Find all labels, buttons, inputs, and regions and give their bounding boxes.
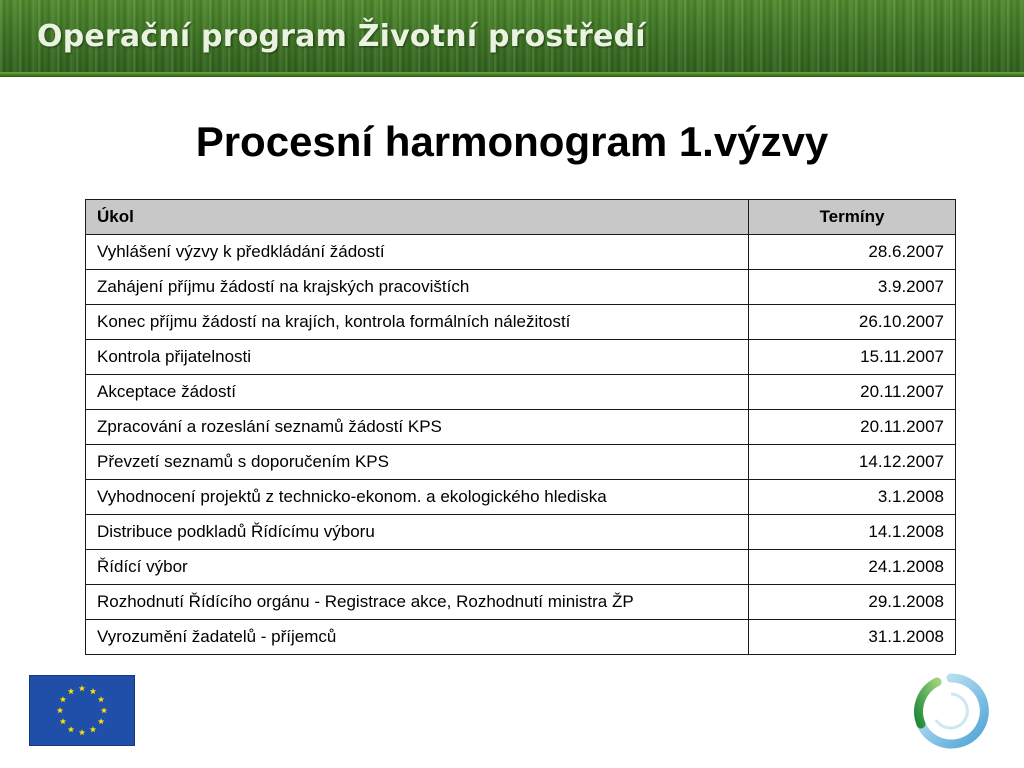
date-cell: 26.10.2007 xyxy=(749,305,956,340)
date-cell: 3.9.2007 xyxy=(749,270,956,305)
eu-star-icon xyxy=(98,718,104,724)
program-name: Operační program Životní prostředí xyxy=(37,19,646,54)
table-row xyxy=(86,550,956,585)
date-cell: 3.1.2008 xyxy=(749,480,956,515)
date-cell: 20.11.2007 xyxy=(749,375,956,410)
column-header-dates: Termíny xyxy=(749,200,956,235)
eu-stars-graphic xyxy=(30,676,134,745)
task-cell: Distribuce podkladů Řídícímu výboru xyxy=(86,515,749,550)
task-cell: Zpracování a rozeslání seznamů žádostí KPS xyxy=(86,410,749,445)
eu-star-icon xyxy=(98,696,104,702)
task-cell: Vyhodnocení projektů z technicko-ekonom. a ekologického hlediska xyxy=(86,480,749,515)
eu-star-icon xyxy=(68,726,74,732)
date-cell: 20.11.2007 xyxy=(749,410,956,445)
table-row xyxy=(86,375,956,410)
date-cell: 29.1.2008 xyxy=(749,585,956,620)
date-cell: 28.6.2007 xyxy=(749,235,956,270)
table-row xyxy=(86,340,956,375)
eu-star-icon xyxy=(68,688,74,694)
date-cell: 15.11.2007 xyxy=(749,340,956,375)
ring-logo-icon xyxy=(912,672,990,750)
task-cell: Řídící výbor xyxy=(86,550,749,585)
date-cell: 14.1.2008 xyxy=(749,515,956,550)
schedule-table xyxy=(85,199,956,655)
table-row xyxy=(86,585,956,620)
table-row xyxy=(86,620,956,655)
page-title: Procesní harmonogram 1.výzvy xyxy=(195,118,829,165)
eu-star-icon xyxy=(90,688,96,694)
date-cell: 14.12.2007 xyxy=(749,445,956,480)
date-cell: 31.1.2008 xyxy=(749,620,956,655)
eu-star-icon xyxy=(101,707,107,713)
task-cell: Konec příjmu žádostí na krajích, kontrola formálních náležitostí xyxy=(86,305,749,340)
eu-star-icon xyxy=(57,707,63,713)
column-header-task: Úkol xyxy=(86,200,749,235)
table-row xyxy=(86,270,956,305)
eu-star-icon xyxy=(60,718,66,724)
eu-star-icon xyxy=(60,696,66,702)
table-row xyxy=(86,235,956,270)
table-header-row xyxy=(86,200,956,235)
table-row xyxy=(86,515,956,550)
header-banner xyxy=(0,0,1024,77)
table-body xyxy=(86,235,956,655)
task-cell: Vyrozumění žadatelů - příjemců xyxy=(86,620,749,655)
date-cell: 24.1.2008 xyxy=(749,550,956,585)
ring-logo-graphic xyxy=(912,672,990,750)
table-row xyxy=(86,445,956,480)
eu-star-icon xyxy=(90,726,96,732)
task-cell: Převzetí seznamů s doporučením KPS xyxy=(86,445,749,480)
table-row xyxy=(86,410,956,445)
eu-star-icon xyxy=(79,729,85,735)
table-row xyxy=(86,305,956,340)
task-cell: Zahájení příjmu žádostí na krajských pracovištích xyxy=(86,270,749,305)
eu-flag-icon xyxy=(29,675,135,746)
eu-star-icon xyxy=(79,685,85,691)
table-row xyxy=(86,480,956,515)
task-cell: Akceptace žádostí xyxy=(86,375,749,410)
task-cell: Vyhlášení výzvy k předkládání žádostí xyxy=(86,235,749,270)
task-cell: Kontrola přijatelnosti xyxy=(86,340,749,375)
task-cell: Rozhodnutí Řídícího orgánu - Registrace akce, Rozhodnutí ministra ŽP xyxy=(86,585,749,620)
